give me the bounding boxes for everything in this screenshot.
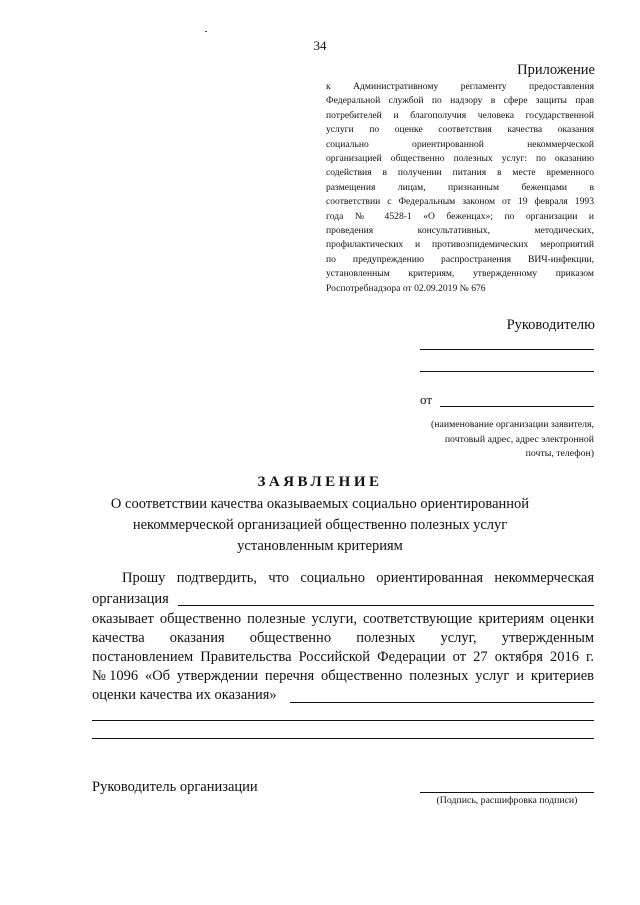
statement-body-line: постановлением Правительства Российской Федерации от 27 октября 2016 г. — [92, 649, 594, 665]
applicant-line[interactable] — [440, 406, 594, 407]
statement-body-line: №1096 «Об утверждении перечня общественно полезных услуг и критериев — [92, 668, 594, 684]
applicant-note-line: (наименование организации заявителя, — [430, 419, 594, 430]
statement-body-line: качества оказания общественно полезных услуг, утвержденным — [92, 630, 594, 646]
appendix-line: услуги по оценке соответствия качества оказания — [326, 124, 594, 136]
addressee-name-line-1[interactable] — [420, 349, 594, 350]
appendix-line: потребителей и благополучия человека государственной — [326, 109, 594, 121]
appendix-line: организацией общественно полезных услуг: по оказанию — [326, 153, 594, 165]
page-number: 34 — [313, 38, 327, 53]
appendix-line: размещения лицам, признанным беженцами в — [326, 181, 594, 193]
services-line-1[interactable] — [290, 702, 594, 703]
statement-subtitle — [70, 494, 570, 557]
statement-subtitle-line: установленным критериям — [237, 538, 403, 554]
appendix-line: содействия в получении питания в месте временного — [326, 167, 594, 179]
appendix-line: Федеральной службой по надзору в сфере защиты прав — [326, 95, 594, 107]
appendix-line: установленным критериям, утвержденному приказом — [326, 268, 594, 280]
applicant-note-line: почты, телефон) — [525, 448, 594, 459]
statement-subtitle-line: О соответствии качества оказываемых социально ориентированной — [110, 496, 530, 512]
applicant-note-line: почтовый адрес, адрес электронной — [444, 433, 594, 445]
appendix-title: Приложение — [517, 62, 595, 78]
signature-line[interactable] — [420, 792, 594, 793]
organization-name-line[interactable] — [178, 605, 594, 606]
statement-title: ЗАЯВЛЕНИЕ — [257, 474, 383, 490]
statement-body-line: оказывает общественно полезные услуги, соответствующие критериям оценки — [92, 611, 594, 627]
signature-note: (Подпись, расшифровка подписи) — [436, 795, 578, 806]
appendix-line: соответствии с Федеральным законом от 19 февраля 1993 — [326, 196, 594, 208]
appendix-line: проведения консультативных, методических, — [326, 225, 594, 237]
statement-subtitle-line: некоммерческой организацией общественно полезных услуг — [132, 517, 508, 533]
scan-speck — [205, 31, 207, 32]
statement-body-line: организация — [92, 591, 169, 607]
signer-label: Руководитель организации — [92, 779, 258, 795]
statement-body-line: Прошу подтвердить, что социально ориентированная некоммерческая — [122, 570, 594, 586]
appendix-line: к Административному регламенту предоставления — [326, 81, 594, 92]
appendix-text — [326, 80, 594, 296]
appendix-line: Роспотребнадзора от 02.09.2019 № 676 — [326, 282, 486, 294]
appendix-line: профилактических и противоэпидемических мероприятий — [326, 239, 594, 251]
statement-body-line: оценки качества их оказания» — [92, 687, 277, 703]
addressee-name-line-2[interactable] — [420, 371, 594, 372]
appendix-line: социально ориентированной некоммерческой — [326, 138, 594, 150]
addressee-label: Руководителю — [506, 317, 595, 333]
services-line-2[interactable] — [92, 720, 594, 721]
from-label: от — [420, 392, 433, 407]
applicant-note — [410, 418, 594, 462]
appendix-line: по предупреждению распространения ВИЧ-инфекции, — [326, 253, 594, 265]
services-line-3[interactable] — [92, 738, 594, 739]
appendix-line: года № 4528-1 «О беженцах»; по организации и — [326, 210, 594, 222]
